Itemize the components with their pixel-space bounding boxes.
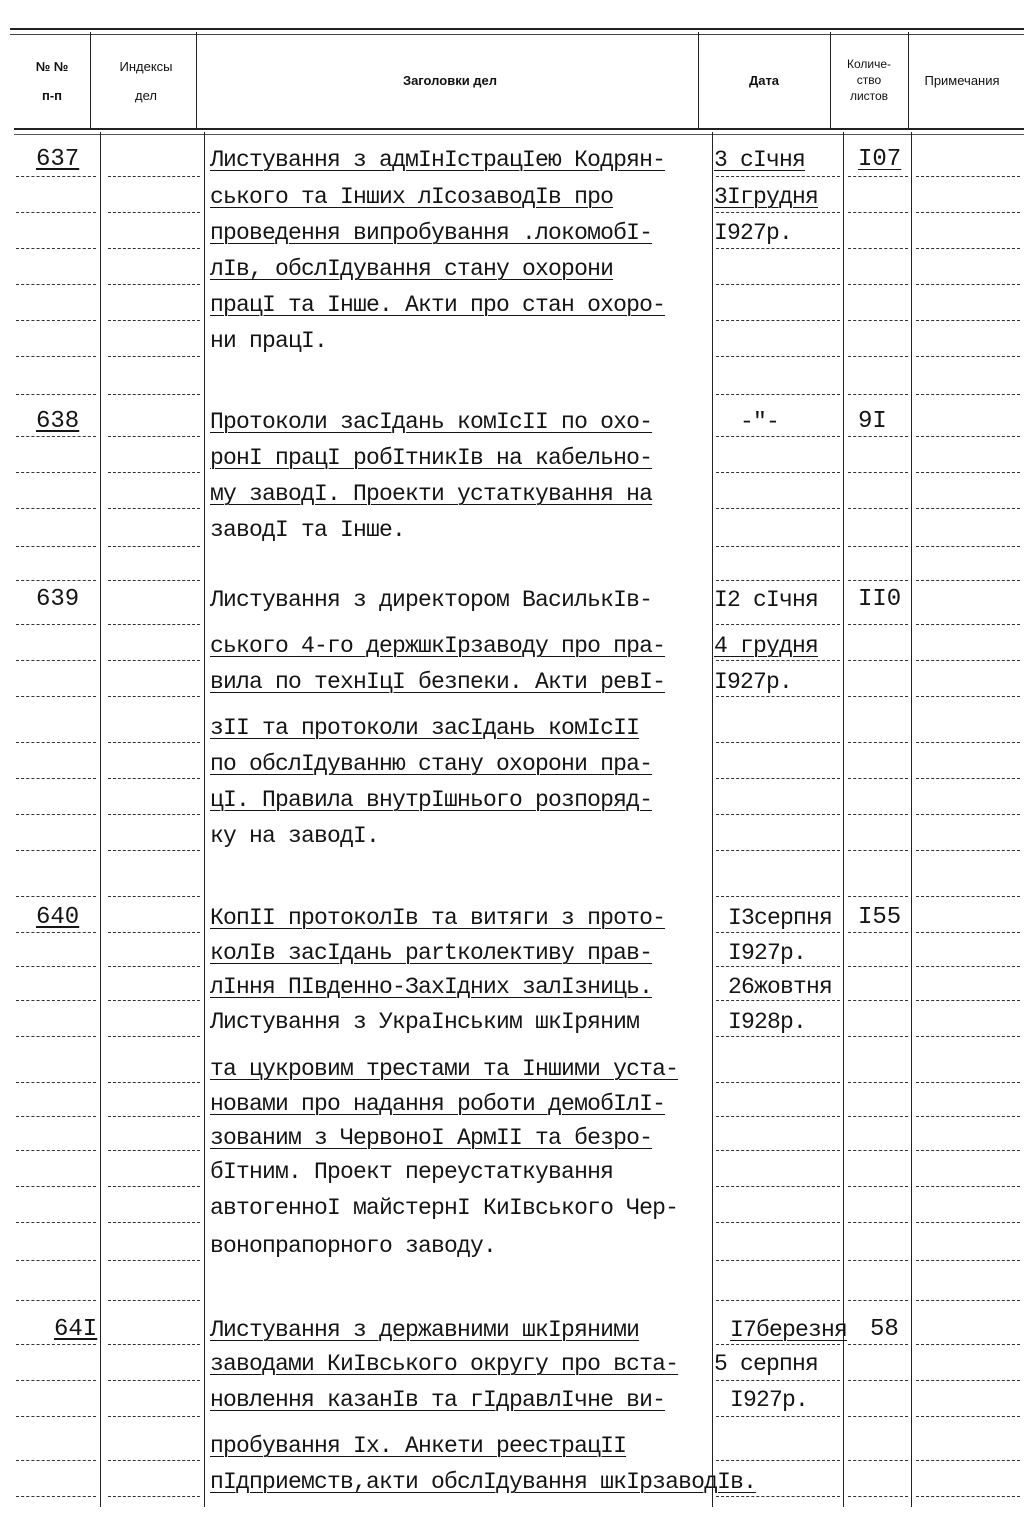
- header-count-line2: ство: [856, 73, 882, 87]
- ledger-rule-line: [848, 176, 908, 177]
- entry-title-line: Листування з директором ВасилькIв-: [210, 587, 653, 613]
- ledger-rule-line: [916, 212, 1020, 213]
- ledger-rule-line: [716, 212, 840, 213]
- entry-title-line: лIв, обслIдування стану охорони: [210, 256, 614, 282]
- entry-sheet-count: I07: [858, 146, 902, 173]
- ledger-rule-line: [848, 1300, 908, 1301]
- ledger-rule-line: [916, 932, 1020, 933]
- ledger-rule-line: [916, 248, 1020, 249]
- ledger-rule-line: [916, 966, 1020, 967]
- ledger-rule-line: [848, 1150, 908, 1151]
- ledger-rule-line: [848, 696, 908, 697]
- entry-date-start: I3серпня: [728, 905, 833, 931]
- ledger-rule-line: [848, 1116, 908, 1117]
- ledger-rule-line: [716, 1036, 840, 1037]
- entry-title-line: ського та Iнших лIсозаводIв про: [210, 184, 614, 210]
- ledger-rule-line: [108, 1416, 200, 1417]
- ledger-rule-line: [16, 660, 96, 661]
- ledger-rule-line: [916, 1150, 1020, 1151]
- ledger-rule-line: [108, 896, 200, 897]
- ledger-rule-line: [916, 1380, 1020, 1381]
- ledger-rule-line: [16, 580, 96, 581]
- header-date: [700, 72, 828, 89]
- ledger-rule-line: [716, 696, 840, 697]
- entry-title-line: та цукровим трестами та Iншими уста-: [210, 1056, 679, 1082]
- ledger-rule-line: [108, 1036, 200, 1037]
- ledger-rule-line: [108, 472, 200, 473]
- ledger-rule-line: [716, 660, 840, 661]
- entry-title-line: Листування з державними шкIряними: [210, 1317, 640, 1343]
- ledger-rule-line: [16, 1344, 96, 1345]
- ledger-rule-line: [916, 356, 1020, 357]
- ledger-rule-line: [848, 284, 908, 285]
- ledger-rule-line: [16, 778, 96, 779]
- ledger-rule-line: [916, 1460, 1020, 1461]
- ledger-rule-line: [848, 580, 908, 581]
- ledger-rule-line: [16, 1222, 96, 1223]
- ledger-rule-line: [16, 284, 96, 285]
- ledger-rule-line: [16, 1300, 96, 1301]
- ledger-rule-line: [716, 176, 840, 177]
- ledger-rule-line: [108, 624, 200, 625]
- ledger-rule-line: [16, 508, 96, 509]
- ledger-rule-line: [108, 1186, 200, 1187]
- ledger-rule-line: [916, 1222, 1020, 1223]
- ledger-rule-line: [848, 356, 908, 357]
- ledger-rule-line: [848, 1380, 908, 1381]
- ledger-rule-line: [108, 966, 200, 967]
- entry-title-line: заводI та Iнше.: [210, 517, 406, 543]
- ledger-rule-line: [848, 546, 908, 547]
- ledger-rule-line: [848, 1260, 908, 1261]
- ledger-rule-line: [108, 320, 200, 321]
- ledger-rule-line: [16, 394, 96, 395]
- entry-sheet-count: 9I: [858, 408, 887, 435]
- ledger-rule-line: [108, 850, 200, 851]
- ledger-rule-line: [108, 1260, 200, 1261]
- ledger-rule-line: [848, 896, 908, 897]
- ledger-rule-line: [716, 1380, 840, 1381]
- entry-title-line: зованим з ЧервоноI АрмII та безро-: [210, 1125, 653, 1151]
- entry-date-year: I927р.: [714, 220, 793, 246]
- entry-title-line: ку на заводI.: [210, 823, 380, 849]
- ledger-rule-line: [716, 436, 840, 437]
- ledger-rule-line: [848, 1186, 908, 1187]
- entry-title-line: автогенноI майстернI КиIвського Чер-: [210, 1195, 679, 1221]
- ledger-rule-line: [716, 472, 840, 473]
- entry-number: 639: [36, 586, 80, 613]
- ledger-rule-line: [848, 394, 908, 395]
- ledger-rule-line: [16, 176, 96, 177]
- ledger-rule-line: [848, 248, 908, 249]
- entry-title-line: лIння ПIвденно-ЗахIдних залIзниць.: [210, 974, 653, 1000]
- ledger-rule-line: [848, 778, 908, 779]
- entry-title-line: колIв засIдань partколективу прав-: [210, 940, 653, 966]
- ledger-rule-line: [916, 1116, 1020, 1117]
- ledger-rule-line: [916, 284, 1020, 285]
- entry-title-line: вила по технIцI безпеки. Акти ревI-: [210, 669, 666, 695]
- entry-date-year: I927р.: [714, 669, 793, 695]
- entry-title-line: новлення казанIв та гIдравлIчне ви-: [210, 1387, 666, 1413]
- ledger-rule-line: [916, 896, 1020, 897]
- entry-sheet-count: I55: [858, 904, 902, 931]
- ledger-rule-line: [16, 356, 96, 357]
- ledger-rule-line: [916, 1344, 1020, 1345]
- header-number-line2: п-п: [41, 88, 63, 103]
- ledger-rule-line: [916, 1496, 1020, 1497]
- entry-title-line: вонопрапорного заводу.: [210, 1233, 497, 1259]
- entry-title-line: новами про надання роботи демобIлI-: [210, 1091, 666, 1117]
- entry-title-line: ронI працI робIтникIв на кабельно-: [210, 445, 653, 471]
- ledger-rule-line: [16, 966, 96, 967]
- ledger-rule-line: [916, 176, 1020, 177]
- ledger-rule-line: [108, 248, 200, 249]
- ledger-rule-line: [716, 356, 840, 357]
- ledger-rule-line: [916, 394, 1020, 395]
- ledger-rule-line: [108, 1082, 200, 1083]
- ledger-rule-line: [716, 778, 840, 779]
- ledger-rule-line: [916, 814, 1020, 815]
- ledger-rule-line: [716, 284, 840, 285]
- ledger-rule-line: [108, 1380, 200, 1381]
- ledger-rule-line: [848, 850, 908, 851]
- entry-date-start-year: I927р.: [728, 940, 807, 966]
- ledger-rule-line: [716, 814, 840, 815]
- col-divider-1-header: [90, 32, 91, 130]
- entry-number: 638: [36, 408, 80, 435]
- ledger-rule-line: [108, 1150, 200, 1151]
- ledger-rule-line: [108, 1116, 200, 1117]
- ledger-rule-line: [16, 1036, 96, 1037]
- entry-date-year: I927р.: [730, 1387, 809, 1413]
- ledger-rule-line: [916, 580, 1020, 581]
- col-divider-2-header: [196, 32, 197, 130]
- ledger-rule-line: [716, 1082, 840, 1083]
- ledger-rule-line: [848, 1000, 908, 1001]
- ledger-rule-line: [16, 546, 96, 547]
- ledger-rule-line: [916, 546, 1020, 547]
- ledger-rule-line: [916, 696, 1020, 697]
- ledger-rule-line: [916, 742, 1020, 743]
- entry-title-line: ського 4-го держшкIрзаводу про пра-: [210, 633, 666, 659]
- ledger-rule-line: [716, 850, 840, 851]
- ledger-rule-line: [716, 1300, 840, 1301]
- entry-sheet-count: II0: [858, 586, 902, 613]
- entry-title-line: цI. Правила внутрIшнього розпоряд-: [210, 787, 653, 813]
- ledger-rule-line: [916, 1300, 1020, 1301]
- ledger-rule-line: [848, 624, 908, 625]
- entry-title-line: ни працI.: [210, 328, 328, 354]
- ledger-rule-line: [848, 320, 908, 321]
- ledger-rule-line: [916, 1000, 1020, 1001]
- header-count-line1: Количе-: [846, 57, 892, 71]
- header-number: [14, 58, 90, 104]
- ledger-rule-line: [848, 932, 908, 933]
- ledger-rule-line: [16, 1416, 96, 1417]
- ledger-rule-line: [16, 624, 96, 625]
- entry-title-line: Протоколи засIдань комIсII по охо-: [210, 409, 653, 435]
- ledger-rule-line: [716, 932, 840, 933]
- ledger-rule-line: [716, 1260, 840, 1261]
- ledger-rule-line: [916, 320, 1020, 321]
- ledger-rule-line: [716, 1344, 840, 1345]
- ledger-rule-line: [848, 660, 908, 661]
- col-divider-index: [204, 132, 205, 1507]
- ledger-rule-line: [108, 546, 200, 547]
- ledger-rule-line: [108, 1000, 200, 1001]
- ledger-rule-line: [848, 436, 908, 437]
- ledger-rule-line: [716, 546, 840, 547]
- ledger-rule-line: [108, 394, 200, 395]
- ledger-rule-line: [108, 508, 200, 509]
- ledger-rule-line: [848, 1416, 908, 1417]
- ledger-rule-line: [716, 508, 840, 509]
- ledger-rule-line: [16, 850, 96, 851]
- ledger-rule-line: [716, 248, 840, 249]
- ledger-rule-line: [16, 1150, 96, 1151]
- ledger-rule-line: [108, 176, 200, 177]
- ledger-rule-line: [16, 1186, 96, 1187]
- ledger-rule-line: [916, 508, 1020, 509]
- header-title: [300, 72, 600, 89]
- ledger-rule-line: [108, 1222, 200, 1223]
- ledger-rule-line: [16, 814, 96, 815]
- col-divider-date: [843, 132, 844, 1507]
- ledger-rule-line: [16, 320, 96, 321]
- ledger-rule-line: [108, 778, 200, 779]
- ledger-rule-line: [108, 742, 200, 743]
- ledger-rule-line: [916, 778, 1020, 779]
- ledger-rule-line: [16, 696, 96, 697]
- ledger-rule-line: [848, 472, 908, 473]
- table-top-rule: [10, 28, 1024, 35]
- ledger-rule-line: [716, 966, 840, 967]
- ledger-rule-line: [108, 814, 200, 815]
- entry-date-start: I2 сIчня: [714, 587, 819, 613]
- ledger-rule-line: [848, 742, 908, 743]
- entry-number: 64I: [54, 1316, 98, 1343]
- ledger-rule-line: [716, 1416, 840, 1417]
- ledger-rule-line: [716, 1150, 840, 1151]
- ledger-rule-line: [716, 742, 840, 743]
- ledger-rule-line: [16, 1496, 96, 1497]
- ledger-rule-line: [916, 436, 1020, 437]
- entry-date-start: I7березня: [730, 1317, 848, 1343]
- header-index-line1: Индексы: [119, 59, 173, 74]
- col-divider-title: [712, 132, 713, 1507]
- ledger-rule-line: [848, 1344, 908, 1345]
- ledger-rule-line: [108, 580, 200, 581]
- entry-title-line: працI та Iнше. Акти про стан охоро-: [210, 292, 666, 318]
- header-bottom-rule: [14, 128, 1024, 135]
- ledger-rule-line: [716, 1222, 840, 1223]
- ledger-rule-line: [108, 212, 200, 213]
- entry-title-line: Листування з адмIнIстрацIею Кодрян-: [210, 147, 666, 173]
- ledger-rule-line: [848, 1036, 908, 1037]
- ledger-rule-line: [16, 212, 96, 213]
- ledger-rule-line: [716, 1116, 840, 1117]
- ledger-rule-line: [848, 508, 908, 509]
- entry-date-end-year: I928р.: [728, 1009, 807, 1035]
- header-index-line2: дел: [135, 88, 157, 103]
- ledger-rule-line: [108, 696, 200, 697]
- ledger-rule-line: [716, 624, 840, 625]
- ledger-rule-line: [108, 1460, 200, 1461]
- entry-title-line: по обслIдуванню стану охорони пра-: [210, 751, 653, 777]
- ledger-rule-line: [108, 356, 200, 357]
- entry-number: 637: [36, 146, 80, 173]
- ledger-rule-line: [716, 580, 840, 581]
- header-notes-text: Примечания: [924, 73, 1000, 88]
- ledger-rule-line: [916, 1186, 1020, 1187]
- ledger-rule-line: [108, 284, 200, 285]
- entry-title-line: заводами КиIвського округу про вста-: [210, 1351, 679, 1377]
- ledger-rule-line: [848, 1222, 908, 1223]
- header-notes: [908, 72, 1016, 89]
- ledger-rule-line: [108, 660, 200, 661]
- header-count: [830, 56, 908, 104]
- ledger-rule-line: [848, 814, 908, 815]
- entry-date-end: 3Iгрудня: [714, 184, 819, 210]
- ledger-rule-line: [916, 850, 1020, 851]
- entry-number: 640: [36, 904, 80, 931]
- ledger-rule-line: [16, 932, 96, 933]
- ledger-rule-line: [848, 966, 908, 967]
- header-index: [96, 58, 196, 104]
- ledger-rule-line: [716, 394, 840, 395]
- entry-date-end: 4 грудня: [714, 633, 819, 659]
- ledger-rule-line: [16, 1380, 96, 1381]
- ledger-rule-line: [916, 624, 1020, 625]
- ledger-rule-line: [716, 1186, 840, 1187]
- ledger-rule-line: [916, 1082, 1020, 1083]
- ledger-rule-line: [16, 436, 96, 437]
- entry-date-start: 3 сIчня: [714, 147, 806, 173]
- ledger-rule-line: [16, 742, 96, 743]
- col-divider-number: [100, 132, 101, 1507]
- ledger-rule-line: [108, 1496, 200, 1497]
- ledger-rule-line: [16, 1000, 96, 1001]
- ledger-rule-line: [16, 1460, 96, 1461]
- ledger-rule-line: [16, 1260, 96, 1261]
- header-title-text: Заголовки дел: [402, 73, 498, 88]
- ledger-rule-line: [108, 1300, 200, 1301]
- ledger-rule-line: [848, 1082, 908, 1083]
- col-divider-3-header: [698, 32, 699, 130]
- header-count-line3: листов: [849, 89, 889, 103]
- ledger-rule-line: [16, 248, 96, 249]
- entry-title-line: пробування Iх. Анкети реестрацII: [210, 1433, 627, 1459]
- col-divider-count: [911, 132, 912, 1507]
- ledger-rule-line: [16, 1116, 96, 1117]
- ledger-rule-line: [916, 1260, 1020, 1261]
- entry-sheet-count: 58: [870, 1316, 899, 1343]
- ledger-rule-line: [16, 896, 96, 897]
- entry-title-line: зII та протоколи засIдань комIсII: [210, 715, 640, 741]
- entry-date-end: 5 серпня: [714, 1351, 819, 1377]
- entry-date-ditto: -"-: [740, 409, 780, 435]
- ledger-rule-line: [108, 932, 200, 933]
- ledger-rule-line: [716, 320, 840, 321]
- ledger-rule-line: [108, 1344, 200, 1345]
- ledger-rule-line: [848, 212, 908, 213]
- ledger-rule-line: [16, 1082, 96, 1083]
- ledger-rule-line: [916, 472, 1020, 473]
- header-number-line1: № №: [35, 59, 69, 74]
- entry-title-line: КопII протоколIв та витяги з прото-: [210, 905, 666, 931]
- ledger-rule-line: [716, 1000, 840, 1001]
- entry-title-line: бIтним. Проект переустаткування: [210, 1159, 614, 1185]
- entry-title-line: Листування з УкраIнським шкIряним: [210, 1009, 640, 1035]
- ledger-rule-line: [848, 1460, 908, 1461]
- header-date-text: Дата: [748, 73, 780, 88]
- ledger-rule-line: [916, 660, 1020, 661]
- ledger-rule-line: [716, 896, 840, 897]
- ledger-rule-line: [716, 1460, 840, 1461]
- entry-title-line: му заводI. Проекти устаткування на: [210, 481, 653, 507]
- entry-date-end: 26жовтня: [728, 974, 833, 1000]
- ledger-rule-line: [848, 1496, 908, 1497]
- ledger-rule-line: [108, 436, 200, 437]
- ledger-rule-line: [716, 1496, 840, 1497]
- ledger-rule-line: [916, 1036, 1020, 1037]
- ledger-rule-line: [16, 472, 96, 473]
- ledger-rule-line: [916, 1416, 1020, 1417]
- entry-title-line: пIдприемств,акти обслIдування шкIрзаводIв.: [210, 1469, 757, 1495]
- entry-title-line: проведення випробування .локомобI-: [210, 220, 653, 246]
